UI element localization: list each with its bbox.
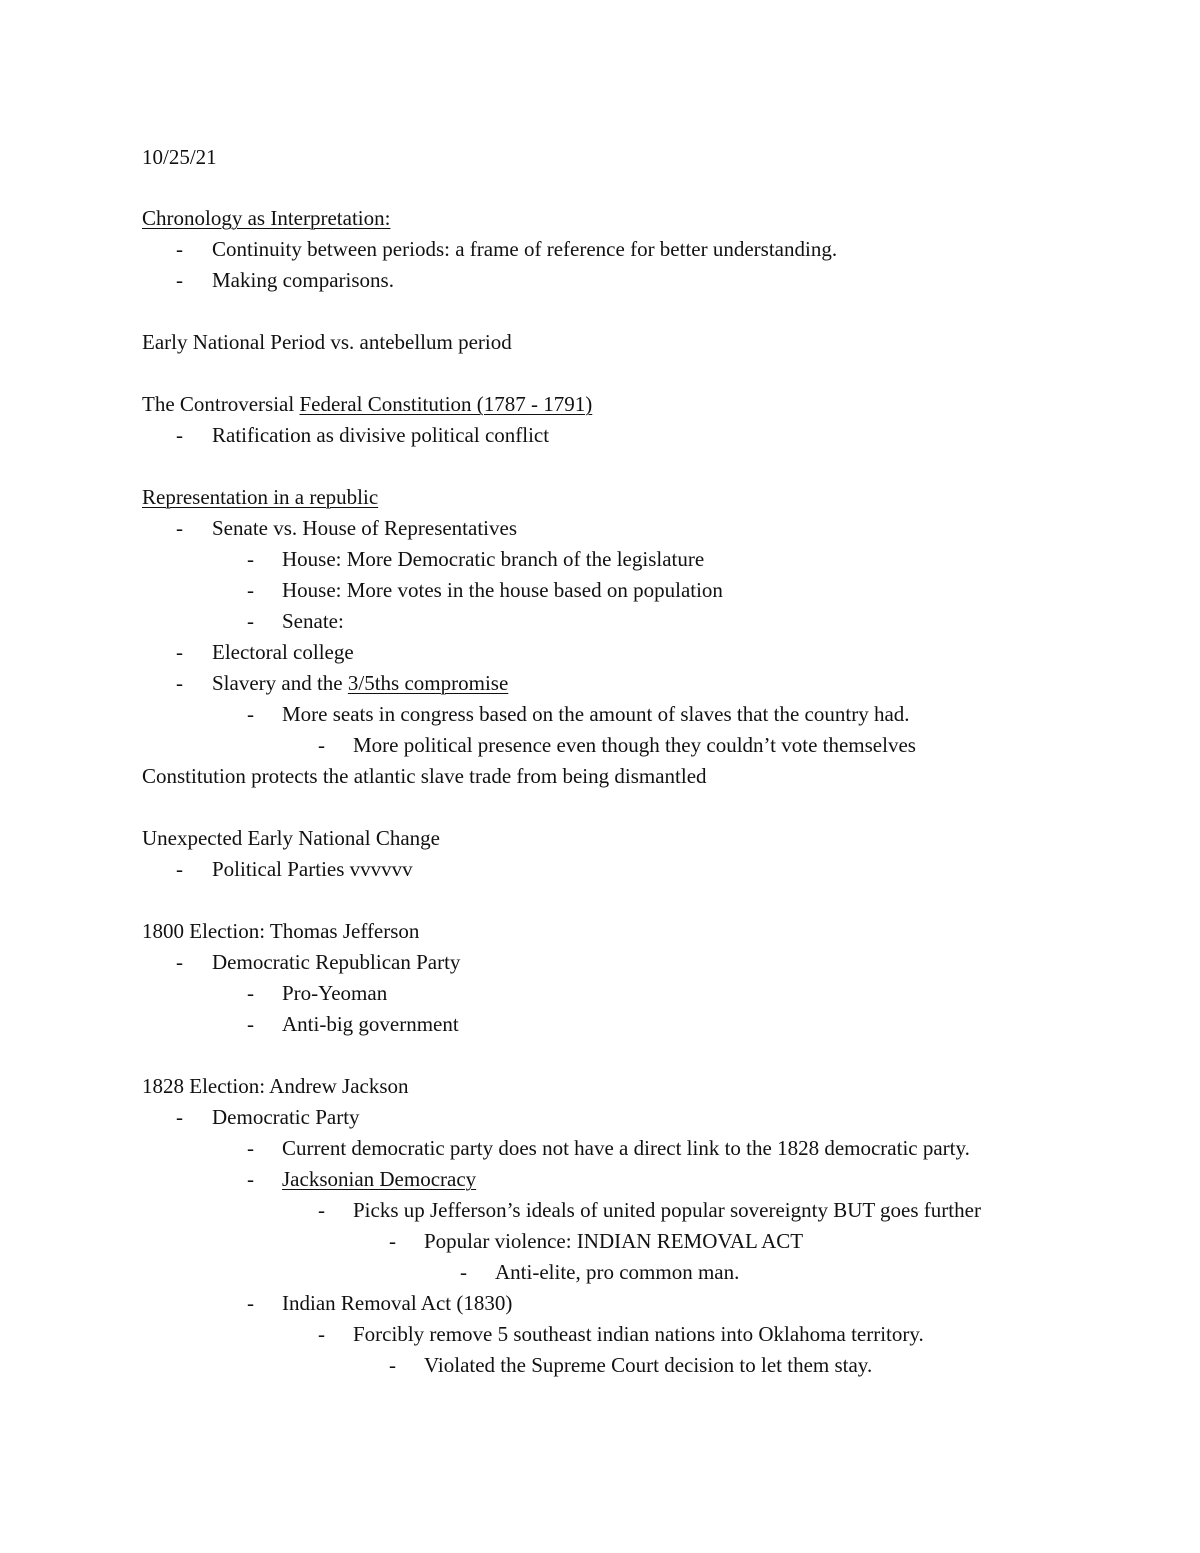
item-text: Continuity between periods: a frame of reference for better understanding. xyxy=(212,237,838,261)
bullet: - xyxy=(247,702,254,726)
item-text: Pro-Yeoman xyxy=(282,981,388,1005)
bullet: - xyxy=(247,1291,254,1315)
bullet: - xyxy=(176,1105,183,1129)
heading-text: Chronology as Interpretation: xyxy=(142,206,391,230)
heading-text: 1800 Election: Thomas Jefferson xyxy=(142,919,420,943)
item-text: Electoral college xyxy=(212,640,354,664)
item-text: Picks up Jefferson’s ideals of united popular sovereignty BUT goes further xyxy=(353,1198,981,1222)
bullet: - xyxy=(247,981,254,1005)
item-text: Indian Removal Act (1830) xyxy=(282,1291,513,1315)
item-text: Current democratic party does not have a direct link to the 1828 democratic party. xyxy=(282,1136,970,1160)
item-text: House: More Democratic branch of the legislature xyxy=(282,547,705,571)
heading-text: 1828 Election: Andrew Jackson xyxy=(142,1074,409,1098)
item-text: Popular violence: INDIAN REMOVAL ACT xyxy=(424,1229,804,1253)
item-underlined: 3/5ths compromise xyxy=(347,671,509,695)
bullet: - xyxy=(460,1260,467,1284)
item-text: Anti-big government xyxy=(282,1012,459,1036)
bullet: - xyxy=(318,1198,325,1222)
item-text: Senate vs. House of Representatives xyxy=(212,516,518,540)
bullet: - xyxy=(176,268,183,292)
bullet: - xyxy=(247,609,254,633)
bullet: - xyxy=(389,1229,396,1253)
item-text: Democratic Party xyxy=(212,1105,360,1129)
bullet: - xyxy=(247,1012,254,1036)
bullet: - xyxy=(176,950,183,974)
bullet: - xyxy=(247,578,254,602)
line-text: Constitution protects the atlantic slave trade from being dismantled xyxy=(142,764,707,788)
item-text: Jacksonian Democracy xyxy=(282,1167,477,1191)
heading-plain: The Controversial xyxy=(142,392,300,416)
item-text: Forcibly remove 5 southeast indian nations into Oklahoma territory. xyxy=(353,1322,924,1346)
item-text xyxy=(212,668,508,699)
bullet: - xyxy=(176,423,183,447)
item-text: Ratification as divisive political conflict xyxy=(212,423,550,447)
line-text: Early National Period vs. antebellum period xyxy=(142,330,512,354)
item-text: Political Parties vvvvvv xyxy=(212,857,413,881)
item-text: House: More votes in the house based on population xyxy=(282,578,723,602)
bullet: - xyxy=(176,237,183,261)
item-text: Violated the Supreme Court decision to let them stay. xyxy=(424,1353,873,1377)
bullet: - xyxy=(247,1136,254,1160)
item-text: Making comparisons. xyxy=(212,268,394,292)
item-text: Anti-elite, pro common man. xyxy=(495,1260,740,1284)
heading-text: Unexpected Early National Change xyxy=(142,826,440,850)
bullet: - xyxy=(318,733,325,757)
item-text: Democratic Republican Party xyxy=(212,950,461,974)
bullet: - xyxy=(176,640,183,664)
bullet: - xyxy=(247,547,254,571)
heading-underlined: Federal Constitution (1787 - 1791) xyxy=(299,392,593,416)
item-plain: Slavery and the xyxy=(212,671,348,695)
item-text: More political presence even though they couldn’t vote themselves xyxy=(353,733,916,757)
bullet: - xyxy=(176,516,183,540)
heading-text xyxy=(142,389,592,420)
heading-text: Representation in a republic xyxy=(142,485,379,509)
date: 10/25/21 xyxy=(142,145,217,169)
bullet: - xyxy=(176,857,183,881)
item-text: More seats in congress based on the amount of slaves that the country had. xyxy=(282,702,910,726)
bullet: - xyxy=(247,1167,254,1191)
bullet: - xyxy=(389,1353,396,1377)
bullet: - xyxy=(318,1322,325,1346)
bullet: - xyxy=(176,671,183,695)
item-text: Senate: xyxy=(282,609,344,633)
